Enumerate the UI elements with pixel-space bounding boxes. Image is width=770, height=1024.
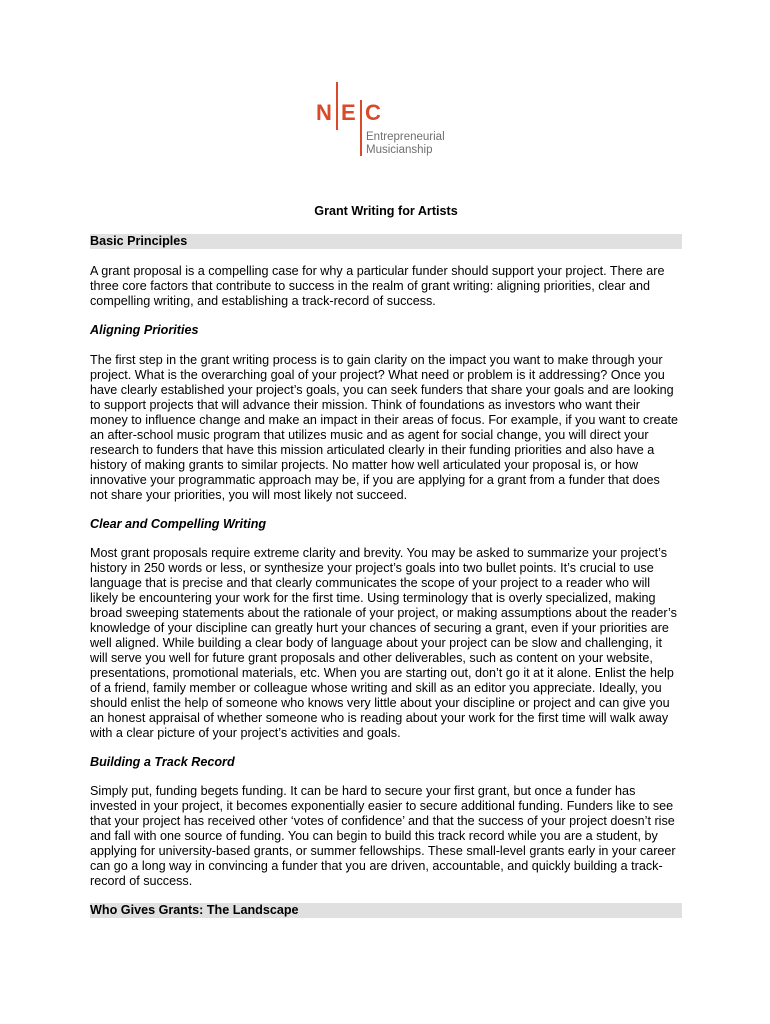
logo-bar-left (336, 82, 338, 130)
logo-tagline-line2: Musicianship (366, 144, 433, 156)
subheading-clear-writing: Clear and Compelling Writing (90, 517, 267, 531)
logo-letter-e: E (341, 100, 356, 125)
document-title: Grant Writing for Artists (314, 204, 458, 218)
logo-tagline-line1: Entrepreneurial (366, 131, 445, 143)
logo-tagline (366, 131, 445, 157)
section-heading-who-gives-grants: Who Gives Grants: The Landscape (90, 903, 682, 918)
intro-paragraph: A grant proposal is a compelling case for why a particular funder should support your project. There are three core factors that contribute to success in the realm of grant writing: aligning priorities, clear and compelling writing, and establishing a track-record of success. (90, 264, 665, 308)
aligning-paragraph: The first step in the grant writing process is to gain clarity on the impact you want to make through your project. What is the overarching goal of your project? What need or problem is it addressing? Once you have clearly established your project’s goals, you can seek funders that share your goals and are looking to support projects that will advance their mission. Think of foundations as investors who want their money to influence change and make an impact in their areas of focus. For example, if you want to create an after-school music program that utilizes music and as agent for social change, you will direct your research to funders that have this mission articulated clearly in their funding priorities and also have a history of making grants to similar projects. No matter how well articulated your proposal is, or how innovative your programmatic approach may be, if you are applying for a grant from a funder that does not share your priorities, you will most likely not succeed. (90, 353, 679, 502)
section-heading-basic-principles: Basic Principles (90, 234, 682, 249)
subheading-track-record: Building a Track Record (90, 755, 235, 769)
subheading-aligning-priorities: Aligning Priorities (90, 323, 199, 337)
logo-letter-n: N (316, 100, 332, 125)
logo-letter-c: C (365, 100, 381, 125)
logo-bar-right (360, 100, 362, 156)
track-record-paragraph: Simply put, funding begets funding. It can be hard to secure your first grant, but once a funder has invested in your project, it becomes exponentially easier to secure additional funding. Funders like to see that your project has received other ‘votes of confidence’ and that the success of your project doesn’t rise and fall with one source of funding. You can begin to build this track record while you are a student, by applying for university-based grants, or summer fellowships. These small-level grants early in your career can go a long way in convincing a funder that you are driven, accountable, and quickly building a track- record of success. (90, 784, 676, 888)
nec-logo (312, 82, 472, 162)
clear-writing-paragraph: Most grant proposals require extreme clarity and brevity. You may be asked to summarize your project’s history in 250 words or less, or synthesize your project’s goals into two bullet points. It’s crucial to use language that is precise and that clearly communicates the scope of your project to a reader who will likely be encountering your work for the first time. Using terminology that is overly specialized, making broad sweeping statements about the rationale of your project, or making assumptions about the reader’s knowledge of your discipline can greatly hurt your chances of securing a grant, even if your priorities are well aligned. While building a clear body of language about your project can be slow and challenging, it will serve you well for future grant proposals and other deliverables, such as content on your website, presentations, promotional materials, etc. When you are starting out, don’t go it at it alone. Enlist the help of a friend, family member or colleague whose writing and skill as an editor you appreciate. Ideally, you should enlist the help of someone who knows very little about your discipline or project and can give you an honest appraisal of whether someone who is reading about your work for the first time will walk away with a clear picture of your project’s activities and goals. (90, 546, 677, 740)
